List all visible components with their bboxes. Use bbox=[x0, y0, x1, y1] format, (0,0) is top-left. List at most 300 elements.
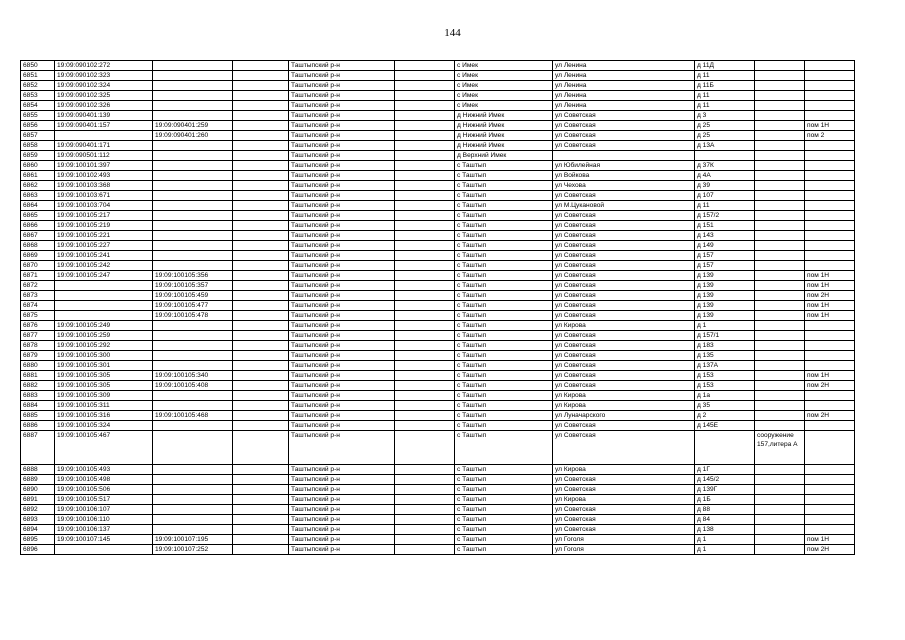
structure-note-cell bbox=[755, 221, 805, 231]
house-cell: д 107 bbox=[695, 191, 755, 201]
table-row bbox=[21, 421, 855, 431]
house-cell: д 11Д bbox=[695, 61, 755, 71]
cadastral-number-cell: 19:09:100105:259 bbox=[55, 331, 153, 341]
house-cell bbox=[695, 431, 755, 465]
premises-cell: пом 2Н bbox=[805, 545, 855, 555]
premises-cell bbox=[805, 151, 855, 161]
street-cell: ул Луначарского bbox=[553, 411, 695, 421]
street-cell: ул Советская bbox=[553, 271, 695, 281]
settlement-cell: с Таштып bbox=[455, 525, 553, 535]
structure-note-cell bbox=[755, 371, 805, 381]
street-cell: ул Советская bbox=[553, 361, 695, 371]
related-cadastral-number-cell bbox=[153, 525, 233, 535]
settlement-cell: д Нижний Имек bbox=[455, 131, 553, 141]
district-cell: Таштыпский р-н bbox=[289, 231, 395, 241]
house-cell: д 139 bbox=[695, 301, 755, 311]
blank-column-b-cell bbox=[395, 211, 455, 221]
premises-cell bbox=[805, 61, 855, 71]
blank-column-b-cell bbox=[395, 485, 455, 495]
table-row bbox=[21, 181, 855, 191]
district-cell: Таштыпский р-н bbox=[289, 291, 395, 301]
blank-column-a-cell bbox=[233, 485, 289, 495]
structure-note-cell bbox=[755, 161, 805, 171]
related-cadastral-number-cell: 19:09:090401:260 bbox=[153, 131, 233, 141]
district-cell: Таштыпский р-н bbox=[289, 221, 395, 231]
street-cell: ул Советская bbox=[553, 351, 695, 361]
settlement-cell: с Таштып bbox=[455, 421, 553, 431]
table-row bbox=[21, 81, 855, 91]
cadastral-number-cell bbox=[55, 131, 153, 141]
settlement-cell: д Нижний Имек bbox=[455, 141, 553, 151]
related-cadastral-number-cell: 19:09:100107:252 bbox=[153, 545, 233, 555]
blank-column-a-cell bbox=[233, 121, 289, 131]
blank-column-b-cell bbox=[395, 495, 455, 505]
street-cell: ул Советская bbox=[553, 485, 695, 495]
structure-note-cell bbox=[755, 351, 805, 361]
house-cell: д 1Б bbox=[695, 495, 755, 505]
related-cadastral-number-cell bbox=[153, 231, 233, 241]
district-cell: Таштыпский р-н bbox=[289, 361, 395, 371]
settlement-cell: с Таштып bbox=[455, 411, 553, 421]
cadastral-number-cell: 19:09:100106:137 bbox=[55, 525, 153, 535]
premises-cell bbox=[805, 241, 855, 251]
premises-cell bbox=[805, 391, 855, 401]
blank-column-b-cell bbox=[395, 535, 455, 545]
premises-cell bbox=[805, 81, 855, 91]
table-row bbox=[21, 475, 855, 485]
structure-note-cell bbox=[755, 465, 805, 475]
district-cell: Таштыпский р-н bbox=[289, 151, 395, 161]
cadastral-number-cell: 19:09:100105:305 bbox=[55, 381, 153, 391]
district-cell: Таштыпский р-н bbox=[289, 61, 395, 71]
cadastral-number-cell: 19:09:100105:217 bbox=[55, 211, 153, 221]
street-cell: ул Советская bbox=[553, 191, 695, 201]
street-cell: ул Чехова bbox=[553, 181, 695, 191]
street-cell: ул Советская bbox=[553, 371, 695, 381]
cadastral-number-cell: 19:09:100105:316 bbox=[55, 411, 153, 421]
district-cell: Таштыпский р-н bbox=[289, 485, 395, 495]
blank-column-a-cell bbox=[233, 151, 289, 161]
house-cell: д 2 bbox=[695, 411, 755, 421]
settlement-cell: д Верхний Имек bbox=[455, 151, 553, 161]
table-row bbox=[21, 191, 855, 201]
related-cadastral-number-cell bbox=[153, 331, 233, 341]
page-number: 144 bbox=[444, 27, 461, 39]
structure-note-cell bbox=[755, 495, 805, 505]
related-cadastral-number-cell bbox=[153, 341, 233, 351]
blank-column-a-cell bbox=[233, 401, 289, 411]
street-cell: ул Гоголя bbox=[553, 545, 695, 555]
row-number-cell: 6870 bbox=[21, 261, 55, 271]
premises-cell bbox=[805, 505, 855, 515]
table-row bbox=[21, 311, 855, 321]
table-row bbox=[21, 301, 855, 311]
house-cell: д 143 bbox=[695, 231, 755, 241]
related-cadastral-number-cell: 19:09:100105:356 bbox=[153, 271, 233, 281]
blank-column-b-cell bbox=[395, 161, 455, 171]
structure-note-cell bbox=[755, 291, 805, 301]
structure-note-cell bbox=[755, 241, 805, 251]
blank-column-b-cell bbox=[395, 271, 455, 281]
row-number-cell: 6875 bbox=[21, 311, 55, 321]
row-number-cell: 6866 bbox=[21, 221, 55, 231]
related-cadastral-number-cell: 19:09:100105:478 bbox=[153, 311, 233, 321]
table-row bbox=[21, 201, 855, 211]
table-row bbox=[21, 131, 855, 141]
structure-note-cell bbox=[755, 231, 805, 241]
blank-column-b-cell bbox=[395, 191, 455, 201]
structure-note-cell bbox=[755, 81, 805, 91]
table-row bbox=[21, 151, 855, 161]
house-cell: д 25 bbox=[695, 131, 755, 141]
premises-cell bbox=[805, 91, 855, 101]
blank-column-b-cell bbox=[395, 411, 455, 421]
cadastral-number-cell: 19:09:100103:704 bbox=[55, 201, 153, 211]
cadastral-number-cell: 19:09:100105:493 bbox=[55, 465, 153, 475]
settlement-cell: с Таштып bbox=[455, 321, 553, 331]
blank-column-b-cell bbox=[395, 331, 455, 341]
settlement-cell: с Таштып bbox=[455, 161, 553, 171]
related-cadastral-number-cell bbox=[153, 141, 233, 151]
cadastral-number-cell: 19:09:090102:272 bbox=[55, 61, 153, 71]
district-cell: Таштыпский р-н bbox=[289, 331, 395, 341]
blank-column-a-cell bbox=[233, 331, 289, 341]
house-cell: д 157/2 bbox=[695, 211, 755, 221]
table-row bbox=[21, 101, 855, 111]
blank-column-a-cell bbox=[233, 231, 289, 241]
related-cadastral-number-cell bbox=[153, 485, 233, 495]
cadastral-number-cell: 19:09:100105:467 bbox=[55, 431, 153, 465]
blank-column-b-cell bbox=[395, 421, 455, 431]
table-row bbox=[21, 351, 855, 361]
blank-column-a-cell bbox=[233, 101, 289, 111]
table-row bbox=[21, 505, 855, 515]
blank-column-a-cell bbox=[233, 371, 289, 381]
premises-cell bbox=[805, 261, 855, 271]
house-cell: д 139 bbox=[695, 311, 755, 321]
blank-column-b-cell bbox=[395, 321, 455, 331]
related-cadastral-number-cell: 19:09:100105:408 bbox=[153, 381, 233, 391]
blank-column-a-cell bbox=[233, 131, 289, 141]
district-cell: Таштыпский р-н bbox=[289, 271, 395, 281]
street-cell: ул Кирова bbox=[553, 391, 695, 401]
street-cell: ул Советская bbox=[553, 341, 695, 351]
structure-note-cell bbox=[755, 505, 805, 515]
row-number-cell: 6862 bbox=[21, 181, 55, 191]
settlement-cell: с Таштып bbox=[455, 381, 553, 391]
blank-column-a-cell bbox=[233, 191, 289, 201]
cadastral-number-cell: 19:09:100107:145 bbox=[55, 535, 153, 545]
settlement-cell: с Таштып bbox=[455, 475, 553, 485]
district-cell: Таштыпский р-н bbox=[289, 181, 395, 191]
district-cell: Таштыпский р-н bbox=[289, 131, 395, 141]
table-row bbox=[21, 171, 855, 181]
district-cell: Таштыпский р-н bbox=[289, 545, 395, 555]
cadastral-number-cell: 19:09:090401:139 bbox=[55, 111, 153, 121]
blank-column-b-cell bbox=[395, 515, 455, 525]
blank-column-b-cell bbox=[395, 251, 455, 261]
table-row bbox=[21, 411, 855, 421]
related-cadastral-number-cell bbox=[153, 111, 233, 121]
blank-column-a-cell bbox=[233, 535, 289, 545]
cadastral-number-cell bbox=[55, 291, 153, 301]
premises-cell bbox=[805, 495, 855, 505]
cadastral-number-cell: 19:09:100105:241 bbox=[55, 251, 153, 261]
row-number-cell: 6860 bbox=[21, 161, 55, 171]
structure-note-cell bbox=[755, 411, 805, 421]
house-cell: д 149 bbox=[695, 241, 755, 251]
settlement-cell: с Таштып bbox=[455, 311, 553, 321]
district-cell: Таштыпский р-н bbox=[289, 91, 395, 101]
premises-cell bbox=[805, 475, 855, 485]
blank-column-b-cell bbox=[395, 301, 455, 311]
premises-cell bbox=[805, 341, 855, 351]
structure-note-cell bbox=[755, 311, 805, 321]
related-cadastral-number-cell bbox=[153, 515, 233, 525]
row-number-cell: 6881 bbox=[21, 371, 55, 381]
related-cadastral-number-cell bbox=[153, 241, 233, 251]
blank-column-b-cell bbox=[395, 351, 455, 361]
premises-cell bbox=[805, 71, 855, 81]
premises-cell bbox=[805, 401, 855, 411]
structure-note-cell bbox=[755, 321, 805, 331]
row-number-cell: 6873 bbox=[21, 291, 55, 301]
premises-cell: пом 1Н bbox=[805, 121, 855, 131]
house-cell: д 3 bbox=[695, 111, 755, 121]
structure-note-cell bbox=[755, 181, 805, 191]
settlement-cell: с Таштып bbox=[455, 401, 553, 411]
house-cell: д 1 bbox=[695, 545, 755, 555]
district-cell: Таштыпский р-н bbox=[289, 351, 395, 361]
premises-cell bbox=[805, 421, 855, 431]
cadastral-number-cell: 19:09:090501:112 bbox=[55, 151, 153, 161]
district-cell: Таштыпский р-н bbox=[289, 111, 395, 121]
blank-column-a-cell bbox=[233, 495, 289, 505]
blank-column-a-cell bbox=[233, 171, 289, 181]
cadastral-number-cell: 19:09:100105:247 bbox=[55, 271, 153, 281]
cadastral-number-cell: 19:09:100105:242 bbox=[55, 261, 153, 271]
street-cell: ул Советская bbox=[553, 251, 695, 261]
house-cell: д 145/2 bbox=[695, 475, 755, 485]
blank-column-a-cell bbox=[233, 391, 289, 401]
row-number-cell: 6886 bbox=[21, 421, 55, 431]
settlement-cell: с Таштып bbox=[455, 351, 553, 361]
related-cadastral-number-cell bbox=[153, 361, 233, 371]
house-cell: д 139 bbox=[695, 291, 755, 301]
district-cell: Таштыпский р-н bbox=[289, 241, 395, 251]
related-cadastral-number-cell bbox=[153, 251, 233, 261]
premises-cell bbox=[805, 465, 855, 475]
street-cell: ул Кирова bbox=[553, 465, 695, 475]
blank-column-b-cell bbox=[395, 475, 455, 485]
registry-table bbox=[20, 60, 855, 555]
district-cell: Таштыпский р-н bbox=[289, 411, 395, 421]
blank-column-a-cell bbox=[233, 321, 289, 331]
premises-cell bbox=[805, 101, 855, 111]
related-cadastral-number-cell: 19:09:100107:195 bbox=[153, 535, 233, 545]
house-cell: д 138 bbox=[695, 525, 755, 535]
street-cell: ул Советская bbox=[553, 505, 695, 515]
street-cell: ул Советская bbox=[553, 231, 695, 241]
row-number-cell: 6884 bbox=[21, 401, 55, 411]
house-cell: д 13А bbox=[695, 141, 755, 151]
premises-cell: пом 1Н bbox=[805, 371, 855, 381]
premises-cell bbox=[805, 515, 855, 525]
structure-note-cell bbox=[755, 421, 805, 431]
house-cell: д 157 bbox=[695, 251, 755, 261]
row-number-cell: 6871 bbox=[21, 271, 55, 281]
street-cell: ул Кирова bbox=[553, 401, 695, 411]
row-number-cell: 6874 bbox=[21, 301, 55, 311]
row-number-cell: 6852 bbox=[21, 81, 55, 91]
table-row bbox=[21, 401, 855, 411]
structure-note-cell bbox=[755, 401, 805, 411]
cadastral-number-cell bbox=[55, 545, 153, 555]
premises-cell bbox=[805, 361, 855, 371]
district-cell: Таштыпский р-н bbox=[289, 495, 395, 505]
structure-note-cell bbox=[755, 201, 805, 211]
premises-cell bbox=[805, 221, 855, 231]
blank-column-b-cell bbox=[395, 391, 455, 401]
house-cell: д 153 bbox=[695, 381, 755, 391]
structure-note-cell bbox=[755, 341, 805, 351]
row-number-cell: 6864 bbox=[21, 201, 55, 211]
blank-column-a-cell bbox=[233, 261, 289, 271]
cadastral-number-cell: 19:09:100105:506 bbox=[55, 485, 153, 495]
table-row bbox=[21, 361, 855, 371]
district-cell: Таштыпский р-н bbox=[289, 141, 395, 151]
table-row bbox=[21, 545, 855, 555]
related-cadastral-number-cell: 19:09:100105:459 bbox=[153, 291, 233, 301]
premises-cell: пом 1Н bbox=[805, 271, 855, 281]
table-row bbox=[21, 91, 855, 101]
premises-cell bbox=[805, 321, 855, 331]
table-row bbox=[21, 161, 855, 171]
table-row bbox=[21, 261, 855, 271]
structure-note-cell: сооружение 157,литера А bbox=[755, 431, 805, 465]
district-cell: Таштыпский р-н bbox=[289, 201, 395, 211]
blank-column-b-cell bbox=[395, 111, 455, 121]
related-cadastral-number-cell bbox=[153, 261, 233, 271]
settlement-cell: с Таштып bbox=[455, 271, 553, 281]
blank-column-a-cell bbox=[233, 545, 289, 555]
house-cell: д 11 bbox=[695, 101, 755, 111]
district-cell: Таштыпский р-н bbox=[289, 401, 395, 411]
street-cell: ул М.Цукановой bbox=[553, 201, 695, 211]
settlement-cell: с Имек bbox=[455, 91, 553, 101]
row-number-cell: 6855 bbox=[21, 111, 55, 121]
row-number-cell: 6872 bbox=[21, 281, 55, 291]
related-cadastral-number-cell: 19:09:100105:340 bbox=[153, 371, 233, 381]
settlement-cell: с Таштып bbox=[455, 545, 553, 555]
related-cadastral-number-cell bbox=[153, 321, 233, 331]
settlement-cell: с Имек bbox=[455, 81, 553, 91]
structure-note-cell bbox=[755, 301, 805, 311]
related-cadastral-number-cell bbox=[153, 221, 233, 231]
table-row bbox=[21, 231, 855, 241]
settlement-cell: с Таштып bbox=[455, 211, 553, 221]
row-number-cell: 6895 bbox=[21, 535, 55, 545]
premises-cell: пом 2Н bbox=[805, 411, 855, 421]
district-cell: Таштыпский р-н bbox=[289, 475, 395, 485]
related-cadastral-number-cell bbox=[153, 81, 233, 91]
row-number-cell: 6879 bbox=[21, 351, 55, 361]
district-cell: Таштыпский р-н bbox=[289, 121, 395, 131]
street-cell: ул Ленина bbox=[553, 71, 695, 81]
house-cell: д 135 bbox=[695, 351, 755, 361]
premises-cell bbox=[805, 111, 855, 121]
settlement-cell: с Таштып bbox=[455, 301, 553, 311]
settlement-cell: с Таштып bbox=[455, 391, 553, 401]
row-number-cell: 6890 bbox=[21, 485, 55, 495]
premises-cell bbox=[805, 211, 855, 221]
cadastral-number-cell: 19:09:090102:324 bbox=[55, 81, 153, 91]
district-cell: Таштыпский р-н bbox=[289, 81, 395, 91]
structure-note-cell bbox=[755, 101, 805, 111]
structure-note-cell bbox=[755, 131, 805, 141]
premises-cell bbox=[805, 161, 855, 171]
blank-column-b-cell bbox=[395, 221, 455, 231]
table-row bbox=[21, 431, 855, 465]
cadastral-number-cell: 19:09:100101:397 bbox=[55, 161, 153, 171]
settlement-cell: с Таштып bbox=[455, 221, 553, 231]
cadastral-number-cell: 19:09:090102:325 bbox=[55, 91, 153, 101]
row-number-cell: 6868 bbox=[21, 241, 55, 251]
blank-column-a-cell bbox=[233, 111, 289, 121]
house-cell: д 84 bbox=[695, 515, 755, 525]
row-number-cell: 6859 bbox=[21, 151, 55, 161]
blank-column-a-cell bbox=[233, 251, 289, 261]
settlement-cell: с Таштып bbox=[455, 465, 553, 475]
blank-column-b-cell bbox=[395, 181, 455, 191]
table-row bbox=[21, 121, 855, 131]
blank-column-b-cell bbox=[395, 231, 455, 241]
premises-cell: пом 2Н bbox=[805, 381, 855, 391]
blank-column-a-cell bbox=[233, 515, 289, 525]
blank-column-a-cell bbox=[233, 61, 289, 71]
blank-column-a-cell bbox=[233, 291, 289, 301]
blank-column-b-cell bbox=[395, 131, 455, 141]
table-row bbox=[21, 321, 855, 331]
settlement-cell: с Таштып bbox=[455, 251, 553, 261]
row-number-cell: 6885 bbox=[21, 411, 55, 421]
district-cell: Таштыпский р-н bbox=[289, 515, 395, 525]
blank-column-b-cell bbox=[395, 201, 455, 211]
row-number-cell: 6856 bbox=[21, 121, 55, 131]
related-cadastral-number-cell bbox=[153, 201, 233, 211]
blank-column-b-cell bbox=[395, 525, 455, 535]
district-cell: Таштыпский р-н bbox=[289, 391, 395, 401]
premises-cell bbox=[805, 525, 855, 535]
house-cell: д 1а bbox=[695, 391, 755, 401]
house-cell: д 11 bbox=[695, 201, 755, 211]
row-number-cell: 6883 bbox=[21, 391, 55, 401]
street-cell: ул Ленина bbox=[553, 61, 695, 71]
blank-column-b-cell bbox=[395, 241, 455, 251]
settlement-cell: с Имек bbox=[455, 71, 553, 81]
premises-cell: пом 2 bbox=[805, 131, 855, 141]
row-number-cell: 6888 bbox=[21, 465, 55, 475]
blank-column-a-cell bbox=[233, 301, 289, 311]
structure-note-cell bbox=[755, 71, 805, 81]
related-cadastral-number-cell bbox=[153, 475, 233, 485]
blank-column-b-cell bbox=[395, 401, 455, 411]
row-number-cell: 6850 bbox=[21, 61, 55, 71]
house-cell: д 35 bbox=[695, 401, 755, 411]
house-cell: д 183 bbox=[695, 341, 755, 351]
cadastral-number-cell: 19:09:100103:671 bbox=[55, 191, 153, 201]
cadastral-number-cell: 19:09:090401:171 bbox=[55, 141, 153, 151]
